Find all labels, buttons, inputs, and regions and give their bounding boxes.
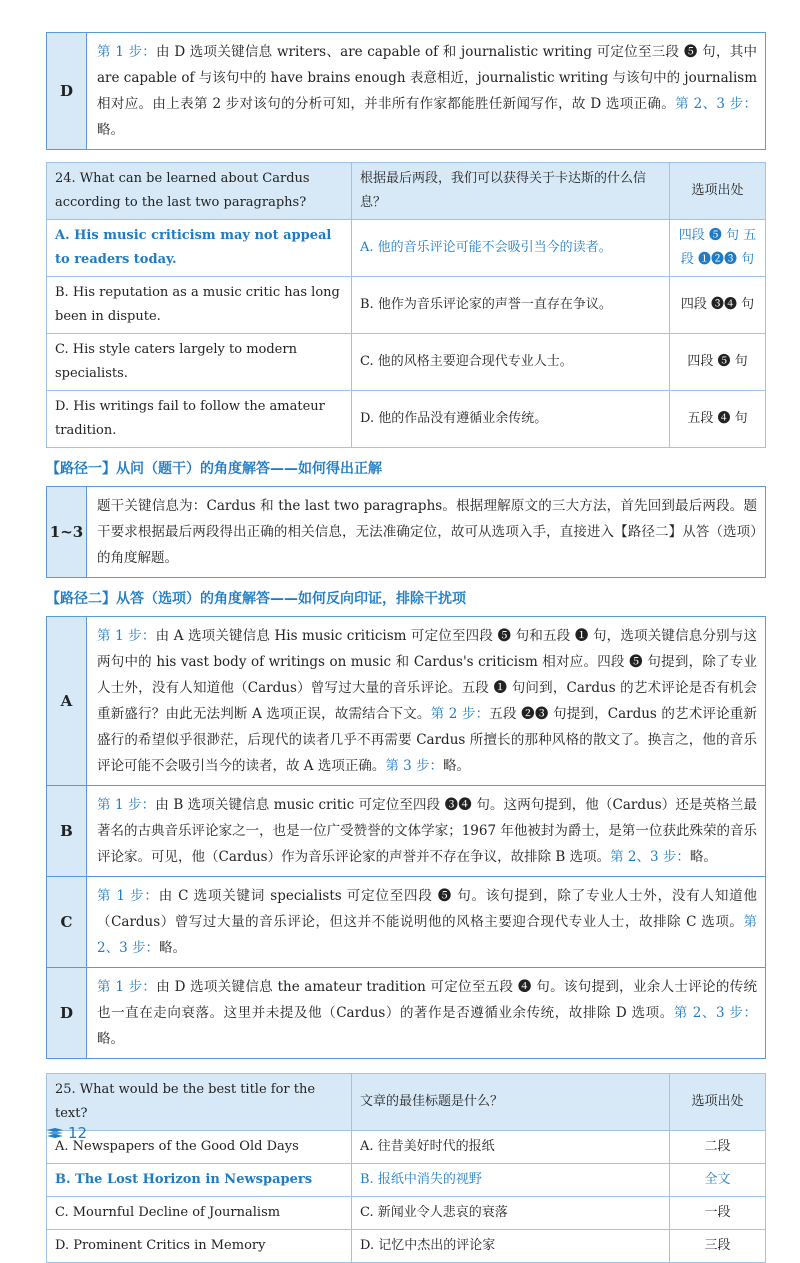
step-text: 略。 — [97, 1031, 124, 1047]
option-zh: D. 记忆中杰出的评论家 — [352, 1230, 670, 1263]
step-range-label: 1~3 — [47, 487, 87, 577]
option-zh: D. 他的作品没有遵循业余传统。 — [352, 391, 670, 448]
table-row — [47, 220, 766, 277]
option-source: 四段 ❺ 句 五段 ❶❷❸ 句 — [670, 220, 766, 277]
option-source: 四段 ❺ 句 — [670, 334, 766, 391]
step-label: 第 2、3 步： — [673, 1005, 757, 1021]
step-label: 第 1 步： — [97, 628, 156, 644]
page-number: 12 — [68, 1124, 88, 1142]
table-row — [47, 277, 766, 334]
option-source: 三段 — [670, 1230, 766, 1263]
option-zh: C. 新闻业令人悲哀的衰落 — [352, 1197, 670, 1230]
step-label: 第 1 步： — [97, 797, 156, 813]
option-label: B — [47, 786, 87, 876]
step-text: 由 A 选项关键信息 His music criticism 可定位至四段 ❺ 句和五段 ❶ 句，选项关键信息分别与这两句中的 his vast body of writings on music 和 Cardus's criticism 相对应。四段 ❺ 句提到，除了专业人士外，没有人知道他（Cardus）曾写过大量的音乐评论。五段 ❶ 句问到，Cardus 的艺术评论是否有机会重新盛行？由此无法判断 A 选项正误，故需结合下文。 — [97, 628, 757, 722]
explanation-text — [87, 786, 765, 876]
option-label: A — [47, 617, 87, 785]
table-row — [47, 1164, 766, 1197]
question-en: 24. What can be learned about Cardus according to the last two paragraphs? — [47, 163, 352, 220]
option-source: 五段 ❹ 句 — [670, 391, 766, 448]
step-label: 第 2、3 步： — [610, 849, 690, 865]
option-en: C. His style caters largely to modern specialists. — [47, 334, 352, 391]
option-zh: A. 他的音乐评论可能不会吸引当今的读者。 — [352, 220, 670, 277]
explanation-text — [87, 968, 765, 1058]
option-zh: C. 他的风格主要迎合现代专业人士。 — [352, 334, 670, 391]
option-label: D — [47, 33, 87, 149]
question-25-table — [46, 1073, 766, 1263]
option-en: B. The Lost Horizon in Newspapers — [47, 1164, 352, 1197]
option-b-analysis — [46, 785, 766, 877]
option-en: D. His writings fail to follow the amateur tradition. — [47, 391, 352, 448]
option-source: 全文 — [670, 1164, 766, 1197]
option-zh: A. 往昔美好时代的报纸 — [352, 1131, 670, 1164]
step-text: 略。 — [443, 758, 471, 774]
step-text: 由 C 选项关键词 specialists 可定位至四段 ❺ 句。该句提到，除了专业人士外，没有人知道他（Cardus）曾写过大量的音乐评论，但这并不能说明他的风格主要迎合现代专业人士，故排除 C 选项。 — [97, 888, 757, 930]
explanation-text — [87, 33, 765, 149]
explanation-text — [87, 877, 765, 967]
step-text: 五段 ❷❸ 句提到，Cardus 的艺术评论重新盛行的希望似乎很渺茫，后现代的读者几乎不再需要 Cardus 所擅长的那种风格的散文了。换言之，他的音乐评论可能不会吸引当今的读者，故 A 选项正确。 — [97, 706, 757, 774]
route-one-block — [46, 486, 766, 578]
table-row — [47, 1230, 766, 1263]
source-header: 选项出处 — [670, 163, 766, 220]
table-header-row — [47, 163, 766, 220]
option-zh: B. 他作为音乐评论家的声誉一直存在争议。 — [352, 277, 670, 334]
option-label: D — [47, 968, 87, 1058]
option-en: A. His music criticism may not appeal to readers today. — [47, 220, 352, 277]
option-source: 一段 — [670, 1197, 766, 1230]
table-row — [47, 391, 766, 448]
page-footer — [46, 1124, 87, 1142]
table-row — [47, 334, 766, 391]
step-label: 第 1 步： — [97, 979, 157, 995]
question-zh: 文章的最佳标题是什么？ — [352, 1074, 670, 1131]
option-a-analysis — [46, 616, 766, 786]
question-en: 25. What would be the best title for the text? — [47, 1074, 352, 1131]
step-text: 略。 — [158, 940, 186, 956]
option-source: 四段 ❸❹ 句 — [670, 277, 766, 334]
question-24-table — [46, 162, 766, 448]
step-label: 第 3 步： — [385, 758, 444, 774]
option-c-analysis — [46, 876, 766, 968]
table-row — [47, 1131, 766, 1164]
question-zh: 根据最后两段，我们可以获得关于卡达斯的什么信息？ — [352, 163, 670, 220]
option-en: B. His reputation as a music critic has long been in dispute. — [47, 277, 352, 334]
route-two-title: 【路径二】从答（选项）的角度解答——如何反向印证，排除干扰项 — [46, 591, 466, 607]
step-label: 第 2 步： — [430, 706, 490, 722]
step-text: 由 B 选项关键信息 music critic 可定位至四段 ❸❹ 句。这两句提到，他（Cardus）还是英格兰最著名的古典音乐评论家之一，也是一位广受赞誉的文体学家；1967 年他被封为爵士，是第一位获此殊荣的音乐评论家。可见，他（Cardus）作为音乐评论家的声誉并不存在争议，故排除 B 选项。 — [97, 797, 757, 865]
step-text: 略。 — [97, 122, 124, 138]
step-label: 第 2、3 步： — [675, 96, 758, 112]
table-header-row — [47, 1074, 766, 1131]
step-text: 略。 — [689, 849, 717, 865]
option-en: C. Mournful Decline of Journalism — [47, 1197, 352, 1230]
option-en: D. Prominent Critics in Memory — [47, 1230, 352, 1263]
explanation-text — [87, 617, 765, 785]
table-row — [47, 1197, 766, 1230]
book-icon — [46, 1127, 64, 1139]
step-label: 第 2、3 步： — [97, 914, 757, 956]
step-text: 由 D 选项关键信息 writers、are capable of 和 journalistic writing 可定位至三段 ❺ 句，其中 are capable of 与该句中的 have brains enough 表意相近，journalistic writing 与该句中的 journalism 相对应。由上表第 2 步对该句的分析可知，并非所有作家都能胜任新闻写作，故 D 选项正确。 — [97, 44, 757, 112]
option-zh: B. 报纸中消失的视野 — [352, 1164, 670, 1197]
top-option-d-block — [46, 32, 766, 150]
step-text: 由 D 选项关键信息 the amateur tradition 可定位至五段 ❹ 句。该句提到，业余人士评论的传统也一直在走向衰落。这里并未提及他（Cardus）的著作是否遵循业余传统，故排除 D 选项。 — [97, 979, 758, 1021]
route-one-title: 【路径一】从问（题干）的角度解答——如何得出正解 — [46, 461, 382, 477]
option-source: 二段 — [670, 1131, 766, 1164]
source-header: 选项出处 — [670, 1074, 766, 1131]
option-en: A. Newspapers of the Good Old Days — [47, 1131, 352, 1164]
option-label: C — [47, 877, 87, 967]
step-label: 第 1 步： — [97, 44, 157, 60]
option-d-analysis — [46, 967, 766, 1059]
step-label: 第 1 步： — [97, 888, 159, 904]
route-one-text: 题干关键信息为：Cardus 和 the last two paragraphs。根据理解原文的三大方法，首先回到最后两段。题干要求根据最后两段得出正确的相关信息，无法准确定位，故可从选项入手，直接进入【路径二】从答（选项）的角度解题。 — [97, 498, 757, 566]
